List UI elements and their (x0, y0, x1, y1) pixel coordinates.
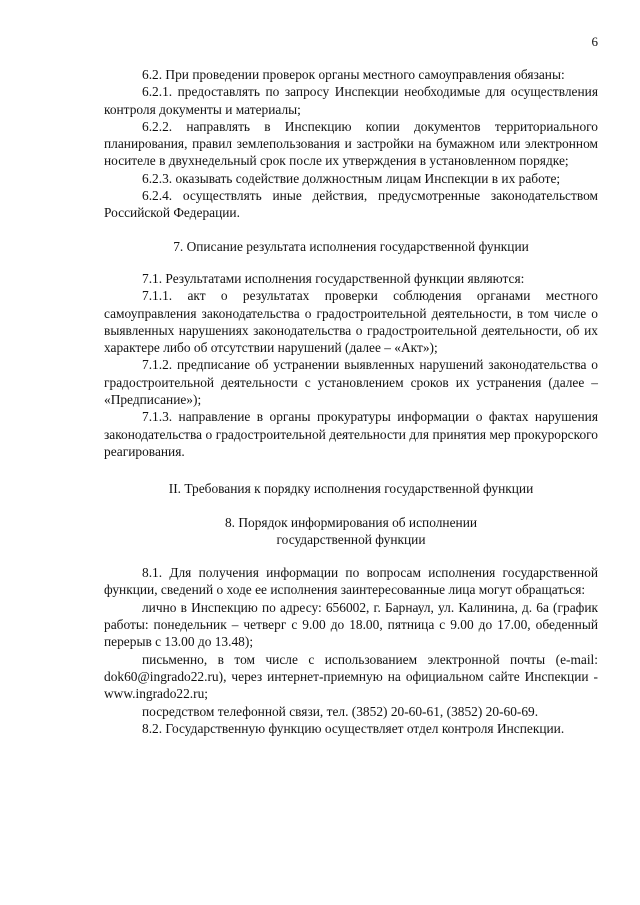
paragraph-6-2-1: 6.2.1. предоставлять по запросу Инспекции необходимые для осуществления контроля документы и материалы; (104, 84, 598, 117)
paragraph-7-1-2: 7.1.2. предписание об устранении выявленных нарушений законодательства о градостроительной деятельности с установлением сроков их устранения (далее – «Предписание»); (104, 357, 598, 408)
paragraph-contact-personal: лично в Инспекцию по адресу: 656002, г. Барнаул, ул. Калинина, д. 6а (график работы: понедельник – четверг с 9.00 до 18.00, пятница с 9.00 до 17.00, обеденный перерыв с 13.00 до 13.48); (104, 599, 598, 650)
paragraph-contact-written: письменно, в том числе с использованием электронной почты (e-mail: dok60@ingrado22.ru), через интернет-приемную на официальном сайте Инспекции - www.ingrado22.ru; (104, 651, 598, 702)
section-7-heading: 7. Описание результата исполнения государственной функции (173, 238, 529, 254)
paragraph-6-2-3: 6.2.3. оказывать содействие должностным лицам Инспекции в их работе; (142, 170, 561, 186)
paragraph-7-1-3: 7.1.3. направление в органы прокуратуры информации о фактах нарушения законодательства о градостроительной деятельности для принятия мер прокурорского реагирования. (104, 409, 598, 459)
section-8-heading-line2: государственной функции (276, 531, 426, 547)
paragraph-8-1: 8.1. Для получения информации по вопросам исполнения государственной функции, сведений о ходе ее исполнения заинтересованные лица могут обращаться: (104, 565, 598, 598)
paragraph-6-2-2: 6.2.2. направлять в Инспекцию копии документов территориального планирования, правил землепользования и застройки на бумажном или электронном носителе в двухнедельный срок после их утверждения в установленном порядке; (104, 118, 598, 169)
paragraph-6-2-4: 6.2.4. осуществлять иные действия, предусмотренные законодательством Российской Федерации. (104, 188, 598, 221)
paragraph-8-2: 8.2. Государственную функцию осуществляет отдел контроля Инспекции. (142, 720, 565, 736)
paragraph-contact-phone: посредством телефонной связи, тел. (3852) 20-60-61, (3852) 20-60-69. (142, 703, 539, 719)
paragraph-6-2: 6.2. При проведении проверок органы местного самоуправления обязаны: (142, 67, 565, 82)
document-body (104, 66, 598, 737)
part-2-heading: II. Требования к порядку исполнения государственной функции (168, 481, 534, 497)
section-8-heading-line1: 8. Порядок информирования об исполнении (224, 514, 478, 530)
paragraph-7-1: 7.1. Результатами исполнения государственной функции являются: (142, 270, 525, 286)
paragraph-7-1-1: 7.1.1. акт о результатах проверки соблюдения органами местного самоуправления законодательства о градостроительной деятельности, в том числе о выявленных нарушениях законодательства о градостроительной деятельности, об их характере либо об отсутствии нарушений (далее – «Акт»); (104, 288, 598, 356)
page-number: 6 (591, 34, 598, 49)
